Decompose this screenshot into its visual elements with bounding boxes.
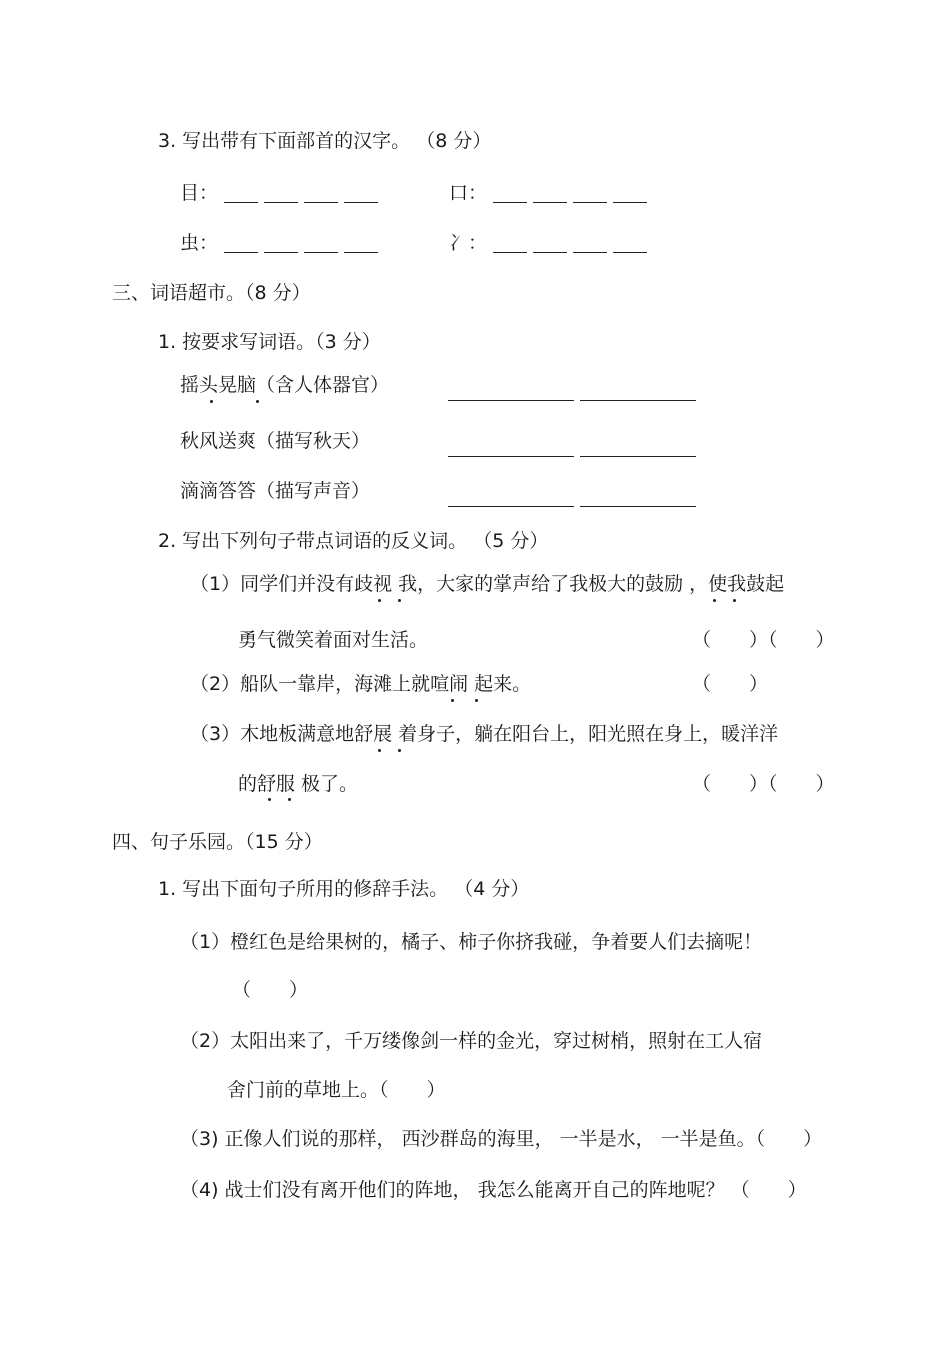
answer-blank[interactable] <box>533 238 567 253</box>
answer-blank[interactable] <box>264 188 298 203</box>
answer-parens[interactable]: （ ）（ ） <box>692 773 835 795</box>
answer-blank[interactable] <box>224 238 258 253</box>
answer-blank[interactable] <box>448 386 574 401</box>
answer-blank[interactable] <box>580 386 696 401</box>
answer-blank[interactable] <box>613 188 647 203</box>
radical-chong-row <box>180 234 384 253</box>
word-prompt-1: 摇头晃脑（含人体器官） <box>180 374 390 396</box>
sec3-q2-title: 2. 写出下列句子带点词语的反义词。 （5 分） <box>158 530 549 552</box>
sec3-q1-title: 1. 按要求写词语。（3 分） <box>158 331 381 353</box>
section4-title: 四、句子乐园。（15 分） <box>112 831 323 853</box>
answer-blank[interactable] <box>533 188 567 203</box>
answer-blank[interactable] <box>448 442 574 457</box>
radical-chong-label: 虫： <box>180 232 219 254</box>
radical-bing-label: 冫： <box>449 232 488 254</box>
answer-blank[interactable] <box>344 188 378 203</box>
rhetoric-sentence-4: （4) 战士们没有离开他们的阵地， 我怎么能离开自己的阵地呢？ （ ） <box>180 1179 807 1201</box>
answer-blank[interactable] <box>264 238 298 253</box>
answer-blank[interactable] <box>580 442 696 457</box>
answer-blank[interactable] <box>573 238 607 253</box>
answer-blank[interactable] <box>580 492 696 507</box>
answer-blank[interactable] <box>224 188 258 203</box>
answer-blank[interactable] <box>493 238 527 253</box>
rhetoric-sentence-2-line2: 舍门前的草地上。（ ） <box>227 1079 446 1101</box>
word-prompt-3: 滴滴答答（描写声音） <box>180 480 371 502</box>
radical-mu-row <box>180 184 384 203</box>
radical-mu-label: 目： <box>180 182 219 204</box>
answer-line-pair <box>448 438 702 457</box>
answer-parens[interactable]: （ ）（ ） <box>692 629 835 651</box>
sec4-q1-title: 1. 写出下面句子所用的修辞手法。 （4 分） <box>158 878 530 900</box>
radical-bing-row <box>449 234 653 253</box>
answer-blank[interactable] <box>304 188 338 203</box>
answer-blank[interactable] <box>344 238 378 253</box>
radical-kou-row <box>449 184 653 203</box>
answer-blank[interactable] <box>613 238 647 253</box>
answer-blank[interactable] <box>573 188 607 203</box>
answer-blank[interactable] <box>493 188 527 203</box>
rhetoric-sentence-3: （3) 正像人们说的那样， 西沙群岛的海里， 一半是水， 一半是鱼。（ ） <box>180 1128 823 1150</box>
sentence-2: （2）船队一靠岸，海滩上就喧闹 起来。 <box>190 673 532 695</box>
radical-kou-label: 口： <box>449 182 488 204</box>
section3-title: 三、词语超市。（8 分） <box>112 282 311 304</box>
word-prompt-2: 秋风送爽（描写秋天） <box>180 430 371 452</box>
answer-parens[interactable]: （ ） <box>692 673 769 695</box>
answer-line-pair <box>448 382 702 401</box>
answer-parens[interactable]: （ ） <box>232 979 309 1001</box>
sentence-3-line2: 的舒服 极了。 <box>238 773 359 795</box>
sentence-1-line2: 勇气微笑着面对生活。 <box>238 629 429 651</box>
answer-blank[interactable] <box>448 492 574 507</box>
sentence-3-line1: （3）木地板满意地舒展 着身子，躺在阳台上，阳光照在身上，暖洋洋 <box>190 723 779 745</box>
answer-line-pair <box>448 488 702 507</box>
rhetoric-sentence-1: （1）橙红色是给果树的，橘子、柿子你挤我碰，争着要人们去摘呢！ <box>180 931 763 953</box>
sentence-1-line1: （1）同学们并没有歧视 我，大家的掌声给了我极大的鼓励 ，使我鼓起 <box>190 573 785 595</box>
answer-blank[interactable] <box>304 238 338 253</box>
rhetoric-sentence-2-line1: （2）太阳出来了，千万缕像剑一样的金光，穿过树梢，照射在工人宿 <box>180 1030 763 1052</box>
q3-radical-title: 3. 写出带有下面部首的汉字。 （8 分） <box>158 130 492 152</box>
